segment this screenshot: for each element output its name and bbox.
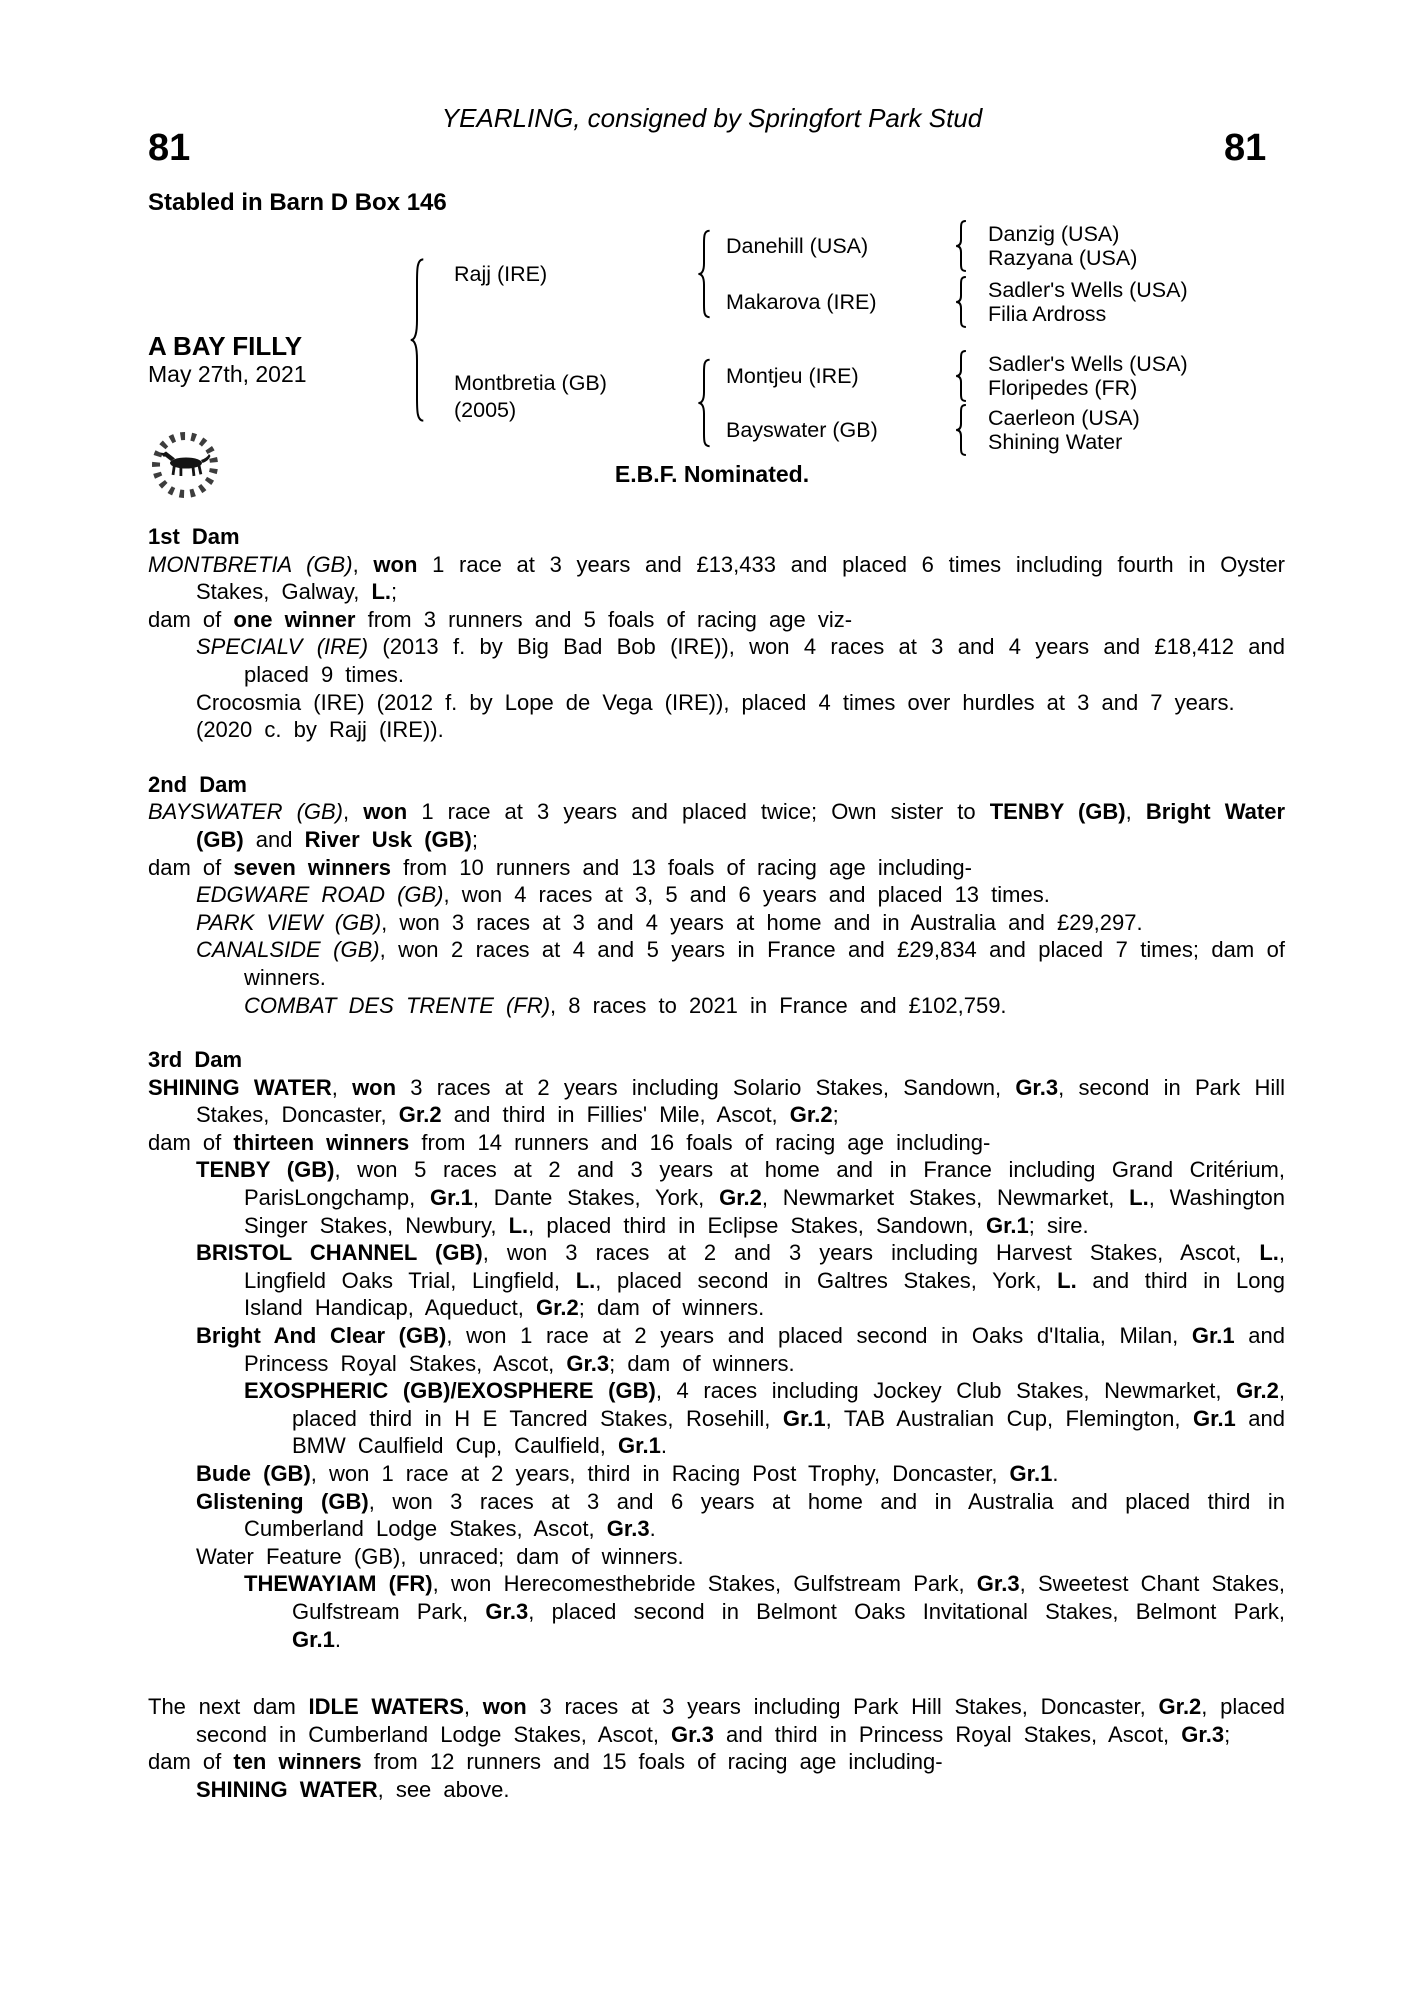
text-run: TENBY (GB) bbox=[196, 1157, 335, 1183]
text-run: 3 races at 3 years including Park Hill Stakes, Doncaster, bbox=[526, 1694, 1159, 1720]
text-run: , won 3 races at 2 and 3 years including Harvest Stakes, Ascot, bbox=[482, 1240, 1260, 1266]
pedigree-brace-sire-dam bbox=[954, 276, 968, 328]
pedigree-paragraph bbox=[148, 551, 1285, 606]
text-run: 3 races at 2 years including Solario Stakes, Sandown, bbox=[396, 1074, 1016, 1100]
pedigree-paragraph bbox=[148, 1693, 1285, 1748]
text-run: , 4 races including Jockey Club Stakes, Newmarket, bbox=[655, 1378, 1237, 1404]
pedigree-paragraph bbox=[148, 881, 1285, 909]
text-run: Gr.1 bbox=[1191, 1323, 1235, 1349]
text-run: , won 1 race at 2 years and placed second in Oaks d'Italia, Milan, bbox=[446, 1323, 1192, 1349]
pedigree-dam-dam-sire: Caerleon (USA) bbox=[988, 406, 1140, 430]
text-run: and BMW Caulfield Cup, Caulfield, bbox=[292, 1405, 1285, 1459]
pedigree-paragraph bbox=[148, 1543, 1285, 1571]
text-run: Gr.3 bbox=[566, 1350, 610, 1376]
text-section bbox=[148, 1046, 1285, 1653]
text-run: Gr.1 bbox=[1009, 1461, 1053, 1486]
pedigree-paragraph bbox=[148, 1074, 1285, 1129]
text-run: from 10 runners and 13 foals of racing age including- bbox=[391, 854, 972, 880]
text-run: . bbox=[334, 1626, 341, 1652]
text-run: , Washington Singer Stakes, Newbury, bbox=[244, 1185, 1285, 1238]
text-run: , bbox=[1125, 799, 1146, 825]
ebf-nominated-line: E.B.F. Nominated. bbox=[614, 461, 810, 487]
pedigree-dam-dam-dam: Shining Water bbox=[988, 430, 1123, 454]
text-run: won bbox=[482, 1694, 527, 1720]
text-run: , Dante Stakes, York, bbox=[472, 1185, 720, 1211]
pedigree-brace-dam-dam bbox=[954, 404, 968, 456]
text-run: L. bbox=[1057, 1267, 1077, 1293]
text-run: EDGWARE ROAD (GB) bbox=[196, 882, 444, 908]
text-run: Gr.2 bbox=[398, 1102, 442, 1128]
text-run: thirteen winners bbox=[233, 1129, 410, 1155]
text-run: , TAB Australian Cup, Flemington, bbox=[825, 1405, 1193, 1431]
pedigree-sire-dam-sire: Sadler's Wells (USA) bbox=[988, 278, 1188, 302]
horse-foaling-date: May 27th, 2021 bbox=[148, 361, 307, 387]
lot-number-left: 81 bbox=[148, 127, 191, 169]
text-run: Gr.2 bbox=[719, 1185, 762, 1211]
text-run: one winner bbox=[233, 606, 356, 632]
text-run: dam of bbox=[148, 854, 234, 880]
pedigree-dam-sire-sire: Sadler's Wells (USA) bbox=[988, 352, 1188, 376]
text-run: , won Herecomesthebride Stakes, Gulfstream Park, bbox=[432, 1571, 977, 1597]
text-run: MONTBRETIA (GB) bbox=[148, 551, 353, 577]
pedigree-paragraph bbox=[148, 606, 1285, 634]
pedigree-paragraph bbox=[148, 689, 1285, 717]
pedigree-paragraph bbox=[148, 1156, 1285, 1239]
text-run: from 12 runners and 15 foals of racing age including- bbox=[361, 1749, 943, 1775]
text-run: Gr.3 bbox=[1181, 1721, 1225, 1747]
text-run: 1 race at 3 years and £13,433 and placed 6 times including fourth in Oyster Stakes, Galway, bbox=[196, 551, 1285, 605]
text-run: ; dam of winners. bbox=[578, 1295, 765, 1321]
pedigree-sire-sire: Danehill (USA) bbox=[726, 234, 869, 258]
text-run: SHINING WATER bbox=[196, 1776, 378, 1802]
text-run: dam of bbox=[148, 1749, 234, 1775]
lot-number-right: 81 bbox=[1224, 127, 1267, 169]
text-run: ten winners bbox=[233, 1749, 362, 1775]
text-run: ; bbox=[391, 579, 398, 605]
text-run: , won 5 races at 2 and 3 years at home and in France including Grand Critérium, ParisLongchamp, bbox=[244, 1157, 1286, 1211]
text-run: (2020 c. by Rajj (IRE)). bbox=[196, 717, 444, 743]
text-run: , placed second in Cumberland Lodge Stakes, Ascot, bbox=[196, 1694, 1285, 1747]
pedigree-paragraph bbox=[148, 1239, 1285, 1322]
pedigree-sire: Rajj (IRE) bbox=[454, 262, 548, 286]
text-run: and third in Fillies' Mile, Ascot, bbox=[441, 1102, 790, 1128]
pedigree-paragraph bbox=[148, 1377, 1285, 1460]
pedigree-paragraph bbox=[148, 909, 1285, 937]
text-run: River Usk (GB) bbox=[304, 826, 472, 852]
text-run: PARK VIEW (GB) bbox=[196, 909, 382, 935]
pedigree-brace-dam-sire bbox=[954, 350, 968, 402]
text-run: and Princess Royal Stakes, Ascot, bbox=[244, 1323, 1286, 1376]
text-run: , 8 races to 2021 in France and £102,759. bbox=[550, 992, 1007, 1018]
text-run: seven winners bbox=[233, 854, 392, 880]
text-run: SPECIALV (IRE) bbox=[196, 634, 369, 660]
text-run: Gr.1 bbox=[618, 1433, 661, 1459]
stabled-line: Stabled in Barn D Box 146 bbox=[148, 189, 447, 216]
pedigree-dam: Montbretia (GB) bbox=[454, 371, 607, 395]
text-run: Glistening (GB) bbox=[196, 1488, 369, 1514]
text-run: won bbox=[373, 551, 418, 577]
horse-name: A BAY FILLY bbox=[148, 331, 303, 361]
text-run: , won 3 races at 3 and 6 years at home and in Australia and placed third in Cumberland Lodge Stakes, Ascot, bbox=[244, 1488, 1286, 1542]
pedigree-dam-dam: Bayswater (GB) bbox=[726, 418, 878, 442]
text-run: , won 1 race at 2 years, third in Racing Post Trophy, Doncaster, bbox=[310, 1461, 1010, 1486]
pedigree-sire-sire-sire: Danzig (USA) bbox=[988, 222, 1120, 246]
pedigree-brace-sire-sire bbox=[954, 220, 968, 272]
text-run: THEWAYIAM (FR) bbox=[244, 1571, 433, 1597]
pedigree-paragraph bbox=[148, 1748, 1285, 1776]
text-run: Water Feature (GB), unraced; dam of winners. bbox=[196, 1543, 684, 1569]
pedigree-paragraph bbox=[148, 854, 1285, 882]
pedigree-dam-sire-dam: Floripedes (FR) bbox=[988, 376, 1138, 400]
text-run: 1 race at 3 years and placed twice; Own sister to bbox=[407, 799, 990, 825]
pedigree-sire-sire-dam: Razyana (USA) bbox=[988, 246, 1138, 270]
text-run: COMBAT DES TRENTE (FR) bbox=[244, 992, 551, 1018]
pedigree-paragraph bbox=[148, 1776, 1285, 1804]
text-run: (2013 f. by Big Bad Bob (IRE)), won 4 races at 3 and 4 years and £18,412 and placed 9 times. bbox=[244, 634, 1285, 687]
section-heading: 1st Dam bbox=[148, 524, 240, 549]
text-run: ; bbox=[471, 826, 478, 852]
text-run: dam of bbox=[148, 606, 234, 632]
text-run: Bright Water (GB) bbox=[196, 799, 1286, 852]
text-run: EXOSPHERIC (GB)/EXOSPHERE (GB) bbox=[244, 1378, 656, 1404]
text-run: , bbox=[331, 1074, 353, 1100]
text-run: Bude (GB) bbox=[196, 1461, 311, 1486]
text-run: L. bbox=[371, 579, 391, 605]
text-run: and bbox=[243, 826, 305, 852]
text-run: Gr.3 bbox=[606, 1516, 650, 1542]
text-run: IDLE WATERS bbox=[308, 1694, 464, 1720]
text-run: Crocosmia (IRE) (2012 f. by Lope de Vega (IRE)), placed 4 times over hurdles at 3 and 7 years. bbox=[196, 689, 1235, 715]
text-run: , placed third in Eclipse Stakes, Sandown, bbox=[528, 1212, 986, 1238]
text-run: BAYSWATER (GB) bbox=[148, 799, 344, 825]
text-run: Gr.1 bbox=[430, 1185, 473, 1211]
section-heading: 2nd Dam bbox=[148, 771, 247, 797]
text-run: Gr.1 bbox=[1192, 1405, 1236, 1431]
text-run: won bbox=[363, 799, 408, 825]
text-run: . bbox=[649, 1516, 656, 1542]
text-run: Gr.3 bbox=[1015, 1074, 1059, 1100]
text-run: , bbox=[352, 551, 374, 577]
text-run: Gr.2 bbox=[535, 1295, 579, 1321]
text-run: , won 2 races at 4 and 5 years in France and £29,834 and placed 7 times; dam of winners. bbox=[244, 937, 1285, 990]
text-section bbox=[148, 523, 1285, 744]
text-run: and third in Princess Royal Stakes, Ascot, bbox=[713, 1721, 1182, 1747]
text-run: Gr.1 bbox=[782, 1405, 826, 1431]
pedigree-dam-sire: Montjeu (IRE) bbox=[726, 364, 859, 388]
text-run: ; sire. bbox=[1028, 1212, 1089, 1238]
pedigree-sire-dam-dam: Filia Ardross bbox=[988, 302, 1107, 326]
text-run: , bbox=[343, 799, 364, 825]
text-run: , Lingfield Oaks Trial, Lingfield, bbox=[244, 1240, 1285, 1293]
text-run: , bbox=[463, 1694, 483, 1720]
text-run: , won 4 races at 3, 5 and 6 years and placed 13 times. bbox=[443, 882, 1050, 908]
text-run: Gr.2 bbox=[1236, 1378, 1279, 1404]
pedigree-paragraph bbox=[148, 1460, 1285, 1488]
text-run: . bbox=[660, 1433, 667, 1459]
pedigree-paragraph bbox=[148, 716, 1285, 744]
pedigree-brace-sire bbox=[696, 229, 712, 319]
pedigree-paragraph bbox=[148, 1322, 1285, 1377]
text-run: ; bbox=[1224, 1721, 1231, 1747]
text-run: Gr.3 bbox=[671, 1721, 714, 1747]
text-run: L. bbox=[575, 1267, 596, 1293]
text-run: , Newmarket Stakes, Newmarket, bbox=[761, 1185, 1130, 1211]
text-run: BRISTOL CHANNEL (GB) bbox=[196, 1240, 483, 1266]
text-run: from 14 runners and 16 foals of racing age including- bbox=[409, 1129, 991, 1155]
text-run: L. bbox=[1129, 1185, 1149, 1211]
text-run: , second in Park Hill Stakes, Doncaster, bbox=[196, 1074, 1286, 1128]
pedigree-sire-dam: Makarova (IRE) bbox=[726, 290, 877, 314]
pedigree-paragraph bbox=[148, 1129, 1285, 1157]
text-run: Bright And Clear (GB) bbox=[196, 1323, 447, 1349]
text-run: , see above. bbox=[377, 1776, 510, 1802]
text-run: , Sweetest Chant Stakes, Gulfstream Park, bbox=[292, 1571, 1285, 1624]
text-section bbox=[148, 771, 1285, 1019]
text-run: Gr.3 bbox=[485, 1598, 529, 1624]
pedigree-paragraph bbox=[148, 936, 1285, 991]
pedigree-text-sections bbox=[148, 523, 1285, 1804]
text-run: , placed second in Galtres Stakes, York, bbox=[595, 1267, 1058, 1293]
pedigree-dam-year: (2005) bbox=[454, 398, 517, 422]
pedigree-paragraph bbox=[148, 798, 1285, 853]
text-run: Gr.1 bbox=[985, 1212, 1029, 1238]
text-run: dam of bbox=[148, 1129, 234, 1155]
text-run: won bbox=[352, 1074, 397, 1100]
text-run: L. bbox=[508, 1212, 529, 1238]
text-run: CANALSIDE (GB) bbox=[196, 937, 380, 963]
text-run: Gr.3 bbox=[976, 1571, 1020, 1597]
consignment-header: YEARLING, consigned by Springfort Park Stud bbox=[441, 103, 983, 133]
text-run: ; dam of winners. bbox=[609, 1350, 795, 1376]
pedigree-brace-gen1 bbox=[408, 256, 426, 424]
text-run: Gr.2 bbox=[1158, 1694, 1202, 1720]
pedigree-paragraph bbox=[148, 1488, 1285, 1543]
text-run: L. bbox=[1259, 1240, 1279, 1266]
pedigree-paragraph bbox=[148, 633, 1285, 688]
text-run: and third in Long Island Handicap, Aqueduct, bbox=[244, 1267, 1285, 1321]
text-run: The next dam bbox=[148, 1694, 309, 1720]
text-run: Gr.1 bbox=[292, 1626, 335, 1652]
text-run: , placed second in Belmont Oaks Invitational Stakes, Belmont Park, bbox=[528, 1598, 1286, 1624]
text-run: , placed third in H E Tancred Stakes, Rosehill, bbox=[292, 1378, 1285, 1431]
text-run: Gr.2 bbox=[789, 1102, 833, 1128]
text-run: TENBY (GB) bbox=[989, 799, 1126, 825]
pedigree-brace-dam bbox=[696, 358, 712, 448]
text-run: . bbox=[1052, 1461, 1059, 1486]
pedigree-paragraph bbox=[148, 1570, 1285, 1653]
text-section bbox=[148, 1693, 1285, 1803]
text-run: SHINING WATER bbox=[148, 1074, 332, 1100]
section-heading: 3rd Dam bbox=[148, 1047, 243, 1073]
text-run: from 3 runners and 5 foals of racing age viz- bbox=[355, 606, 853, 632]
text-run: ; bbox=[832, 1102, 839, 1128]
text-run: , won 3 races at 3 and 4 years at home and in Australia and £29,297. bbox=[381, 909, 1143, 935]
pedigree-paragraph bbox=[148, 992, 1285, 1020]
